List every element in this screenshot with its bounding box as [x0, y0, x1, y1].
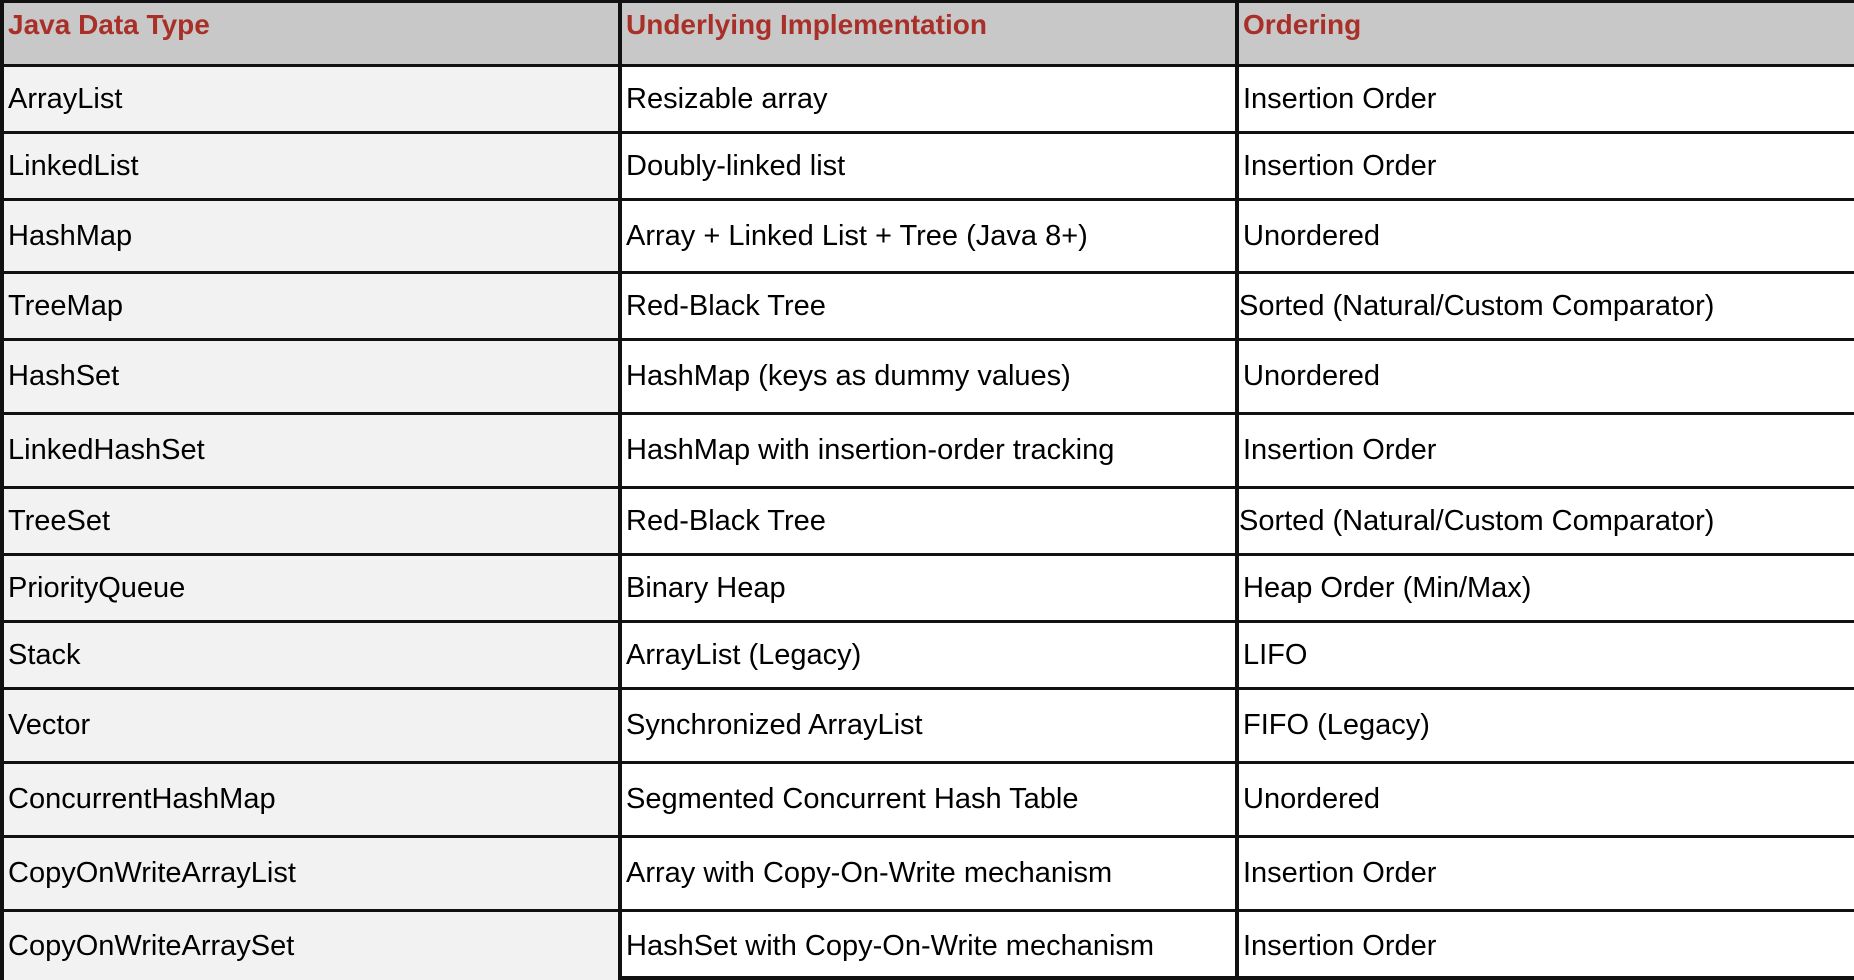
cell-implementation: Binary Heap	[622, 553, 1239, 620]
cell-ordering: Unordered	[1239, 761, 1854, 835]
cell-implementation: Array with Copy-On-Write mechanism	[622, 835, 1239, 909]
cell-data-type: LinkedHashSet	[4, 412, 622, 486]
cell-implementation: Resizable array	[622, 64, 1239, 131]
cell-data-type: CopyOnWriteArraySet	[4, 909, 622, 980]
cell-implementation: ArrayList (Legacy)	[622, 620, 1239, 687]
cell-data-type: TreeSet	[4, 486, 622, 553]
cell-implementation: Segmented Concurrent Hash Table	[622, 761, 1239, 835]
header-underlying-implementation: Underlying Implementation	[622, 0, 1239, 64]
cell-data-type: LinkedList	[4, 131, 622, 198]
cell-implementation: HashMap (keys as dummy values)	[622, 338, 1239, 412]
header-java-data-type: Java Data Type	[4, 0, 622, 64]
cell-implementation: Red-Black Tree	[622, 271, 1239, 338]
cell-data-type: ConcurrentHashMap	[4, 761, 622, 835]
cell-implementation: HashMap with insertion-order tracking	[622, 412, 1239, 486]
cell-ordering: Unordered	[1239, 198, 1854, 271]
cell-data-type: Stack	[4, 620, 622, 687]
cell-ordering: LIFO	[1239, 620, 1854, 687]
cell-data-type: ArrayList	[4, 64, 622, 131]
cell-ordering: Insertion Order	[1239, 131, 1854, 198]
cell-ordering: Insertion Order	[1239, 835, 1854, 909]
cell-ordering: Insertion Order	[1239, 64, 1854, 131]
cell-implementation: HashSet with Copy-On-Write mechanism	[622, 909, 1239, 980]
header-ordering: Ordering	[1239, 0, 1854, 64]
cell-implementation: Doubly-linked list	[622, 131, 1239, 198]
cell-ordering: Sorted (Natural/Custom Comparator)	[1239, 486, 1854, 553]
cell-ordering: FIFO (Legacy)	[1239, 687, 1854, 761]
cell-ordering: Insertion Order	[1239, 909, 1854, 980]
cell-data-type: HashMap	[4, 198, 622, 271]
cell-implementation: Red-Black Tree	[622, 486, 1239, 553]
cell-implementation: Synchronized ArrayList	[622, 687, 1239, 761]
cell-data-type: TreeMap	[4, 271, 622, 338]
cell-ordering: Sorted (Natural/Custom Comparator)	[1239, 271, 1854, 338]
cell-ordering: Unordered	[1239, 338, 1854, 412]
cell-implementation: Array + Linked List + Tree (Java 8+)	[622, 198, 1239, 271]
cell-data-type: HashSet	[4, 338, 622, 412]
cell-data-type: PriorityQueue	[4, 553, 622, 620]
cell-data-type: Vector	[4, 687, 622, 761]
cell-data-type: CopyOnWriteArrayList	[4, 835, 622, 909]
cell-ordering: Heap Order (Min/Max)	[1239, 553, 1854, 620]
cell-ordering: Insertion Order	[1239, 412, 1854, 486]
